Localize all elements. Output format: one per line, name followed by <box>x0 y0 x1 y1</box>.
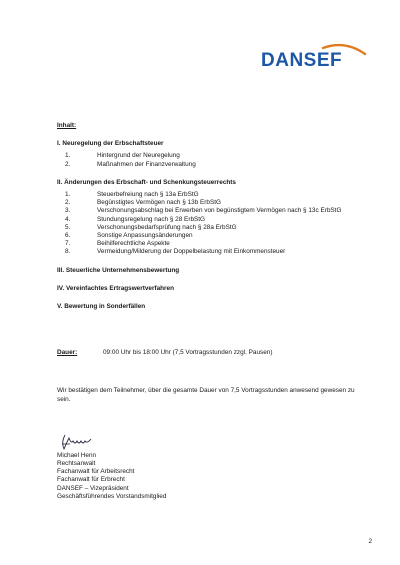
inhalt-heading: Inhalt: <box>57 122 77 129</box>
list-item-text: Verschonungsbedarfsprüfung nach § 28a ErbStG <box>97 223 237 231</box>
list-item <box>57 191 377 199</box>
confirmation-text: Wir bestätigen dem Teilnehmer, über die gesamte Dauer von 7,5 Vortragsstunden anwesend gewesen zu sein. <box>57 387 355 403</box>
section-heading: IV. Vereinfachtes Ertragswertverfahren <box>57 284 174 292</box>
list-item <box>57 248 377 256</box>
list-item-number: 7. <box>65 240 71 248</box>
signatory-line: Michael Henn <box>57 451 97 459</box>
list-item <box>57 161 377 169</box>
dauer-row <box>57 349 377 357</box>
section-heading: V. Bewertung in Sonderfällen <box>57 303 146 311</box>
dauer-label: Dauer: <box>57 349 78 357</box>
section-item-list <box>57 191 377 257</box>
list-item-text: Hintergrund der Neuregelung <box>97 152 180 160</box>
list-item-text: Beihilferechtliche Aspekte <box>97 240 170 248</box>
signature-area <box>57 432 377 452</box>
list-item-text: Stundungsregelung nach § 28 ErbStG <box>97 215 206 223</box>
section-heading: II. Änderungen des Erbschaft- und Schenkungsteuerrechts <box>57 178 236 186</box>
list-item-number: 1. <box>65 152 71 160</box>
list-item <box>57 240 377 248</box>
list-item-text: Verschonungsabschlag bei Erwerben von begünstigtem Vermögen nach § 13c ErbStG <box>97 207 342 215</box>
page-number: 2 <box>368 538 372 545</box>
list-item <box>57 216 377 224</box>
list-item-text: Vermeidung/Milderung der Doppelbelastung mit Einkommensteuer <box>97 248 286 256</box>
list-item <box>57 224 377 232</box>
dansef-logo <box>261 42 371 76</box>
signatory-line: Geschäftsführendes Vorstandsmitglied <box>57 492 167 500</box>
list-item-text: Steuerbefreiung nach § 13a ErbStG <box>97 191 199 199</box>
list-item <box>57 207 377 215</box>
list-item-number: 4. <box>65 215 71 223</box>
list-item-number: 5. <box>65 223 71 231</box>
list-item-number: 6. <box>65 232 71 240</box>
section-item-list <box>57 152 377 168</box>
list-item-text: Maßnahmen der Finanzverwaltung <box>97 160 196 168</box>
document-body <box>57 122 377 501</box>
logo-text: DANSEF <box>261 50 343 71</box>
list-item <box>57 199 377 207</box>
list-item-number: 8. <box>65 248 71 256</box>
list-item <box>57 152 377 160</box>
toc-sections <box>57 140 377 311</box>
list-item-number: 1. <box>65 191 71 199</box>
signatory-line: Fachanwalt für Erbrecht <box>57 476 125 484</box>
dauer-value: 09:00 Uhr bis 18:00 Uhr (7,5 Vortragsstunden zzgl. Pausen) <box>103 349 273 357</box>
section-heading: I. Neuregelung der Erbschaftsteuer <box>57 140 164 148</box>
signatory-block <box>57 452 377 501</box>
section-heading: III. Steuerliche Unternehmensbewertung <box>57 266 180 274</box>
list-item-number: 2. <box>65 199 71 207</box>
signatory-line: Fachanwalt für Arbeitsrecht <box>57 468 135 476</box>
signatory-line: Rechtsanwalt <box>57 460 96 468</box>
signature-icon <box>59 432 93 452</box>
list-item-text: Begünstigtes Vermögen nach § 13b ErbStG <box>97 199 221 207</box>
list-item-number: 2. <box>65 160 71 168</box>
signatory-line: DANSEF – Vizepräsident <box>57 484 129 492</box>
list-item-text: Sonstige Anpassungsänderungen <box>97 232 193 240</box>
list-item <box>57 232 377 240</box>
list-item-number: 3. <box>65 207 71 215</box>
